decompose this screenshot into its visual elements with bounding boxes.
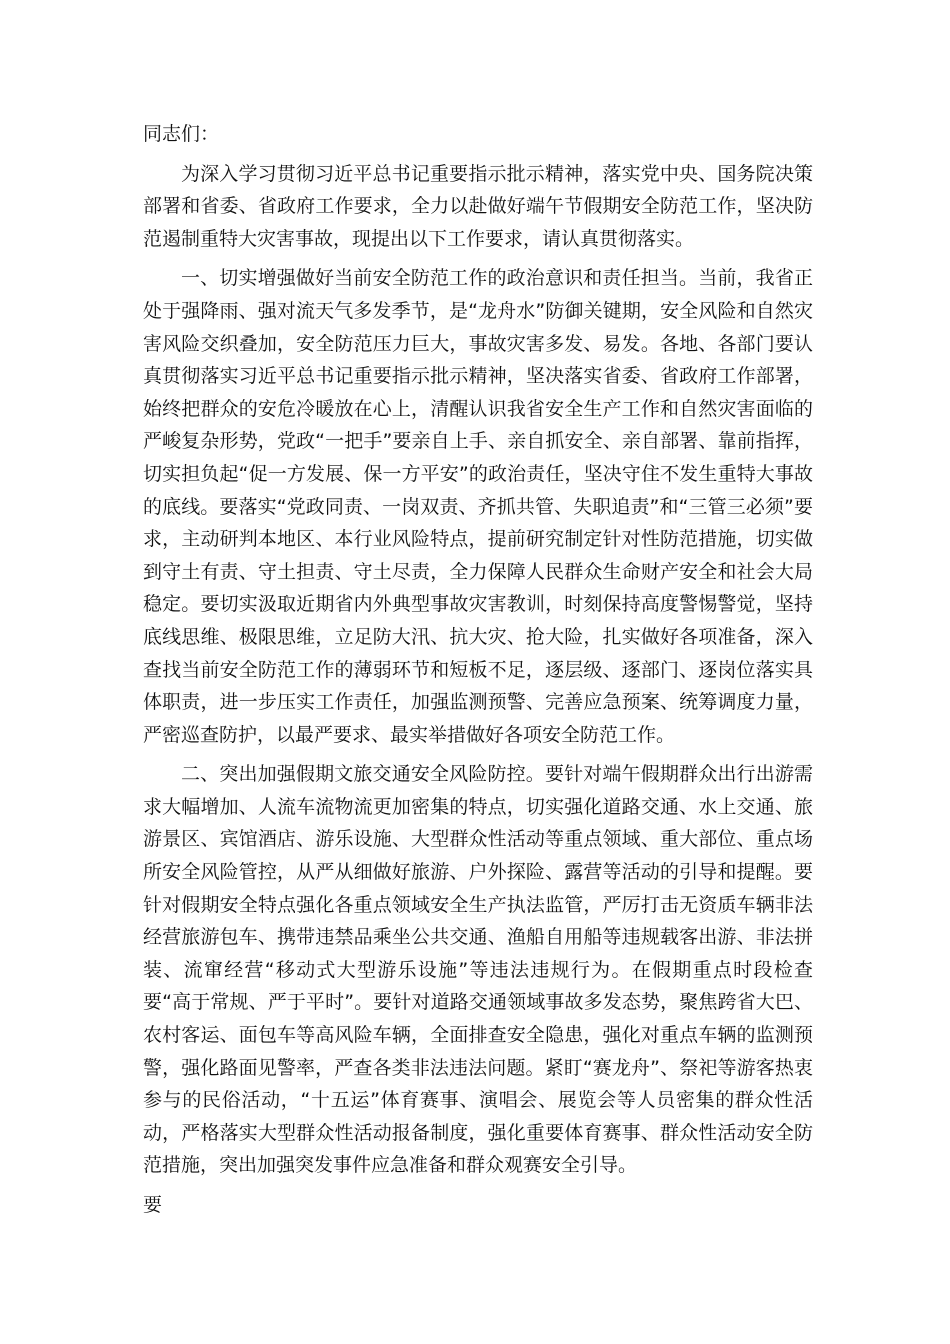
salutation: 同志们：	[143, 123, 220, 145]
paragraph-intro: 为深入学习贯彻习近平总书记重要指示批示精神，落实党中央、国务院决策部署和省委、省政府工作要求，全力以赴做好端午节假期安全防范工作，坚决防范遏制重特大灾害事故，现提出以下工作要求，请认真贯彻落实。	[143, 162, 813, 250]
document-body	[143, 118, 813, 1222]
paragraph-continuation: 要	[143, 1194, 163, 1216]
paragraph-section-2: 二、突出加强假期文旅交通安全风险防控。要针对端午假期群众出行出游需求大幅增加、人流车流物流更加密集的特点，切实强化道路交通、水上交通、旅游景区、宾馆酒店、游乐设施、大型群众性活动等重点领域、重大部位、重点场所安全风险管控，从严从细做好旅游、户外探险、露营等活动的引导和提醒。要针对假期安全特点强化各重点领域安全生产执法监管，严厉打击无资质车辆非法经营旅游包车、携带违禁品乘坐公共交通、渔船自用船等违规载客出游、非法拼装、流窜经营“移动式大型游乐设施”等违法违规行为。在假期重点时段检查要“高于常规、严于平时”。要针对道路交通领域事故多发态势，聚焦跨省大巴、农村客运、面包车等高风险车辆，全面排查安全隐患，强化对重点车辆的监测预警，强化路面见警率，严查各类非法违法问题。紧盯“赛龙舟”、祭祀等游客热衷参与的民俗活动，“十五运”体育赛事、演唱会、展览会等人员密集的群众性活动，严格落实大型群众性活动报备制度，强化重要体育赛事、群众性活动安全防范措施，突出加强突发事件应急准备和群众观赛安全引导。	[143, 763, 813, 1177]
paragraph-section-1: 一、切实增强做好当前安全防范工作的政治意识和责任担当。当前，我省正处于强降雨、强对流天气多发季节，是“龙舟水”防御关键期，安全风险和自然灾害风险交织叠加，安全防范压力巨大，事故灾害多发、易发。各地、各部门要认真贯彻落实习近平总书记重要指示批示精神，坚决落实省委、省政府工作部署，始终把群众的安危冷暖放在心上，清醒认识我省安全生产工作和自然灾害面临的严峻复杂形势，党政“一把手”要亲自上手、亲自抓安全、亲自部署、靠前指挥，切实担负起“促一方发展、保一方平安”的政治责任，坚决守住不发生重特大事故的底线。要落实“党政同责、一岗双责、齐抓共管、失职追责”和“三管三必须”要求，主动研判本地区、本行业风险特点，提前研究制定针对性防范措施，切实做到守土有责、守土担责、守土尽责，全力保障人民群众生命财产安全和社会大局稳定。要切实汲取近期省内外典型事故灾害教训，时刻保持高度警惕警觉，坚持底线思维、极限思维，立足防大汛、抗大灾、抢大险，扎实做好各项准备，深入查找当前安全防范工作的薄弱环节和短板不足，逐层级、逐部门、逐岗位落实具体职责，进一步压实工作责任，加强监测预警、完善应急预案、统筹调度力量，严密巡查防护，以最严要求、最实举措做好各项安全防范工作。	[143, 267, 813, 746]
